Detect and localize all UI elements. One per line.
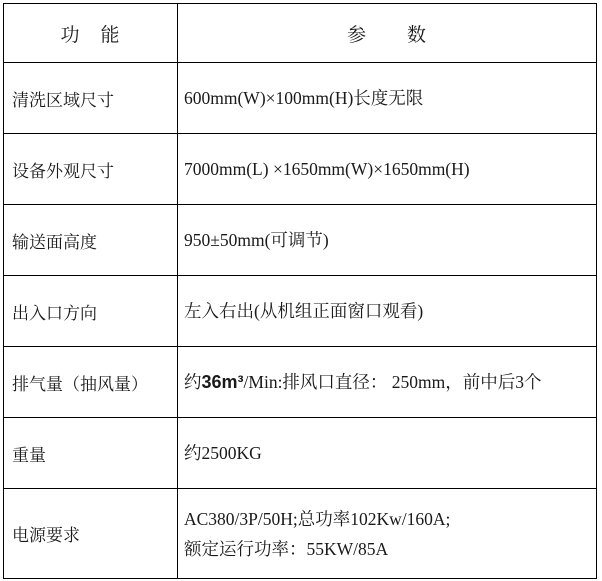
row-parameter-value (178, 276, 597, 347)
value-line (184, 504, 596, 534)
value-line (184, 438, 596, 468)
table-row (4, 489, 597, 579)
table-row (4, 276, 597, 347)
value-segment: /Min:排风口直径： 250mm，前中后3个 (243, 372, 542, 392)
table-row (4, 63, 597, 134)
value-line (184, 154, 596, 184)
value-line (184, 225, 596, 255)
row-function-label: 清洗区域尺寸 (4, 63, 178, 134)
row-parameter-value (178, 418, 597, 489)
row-function-label: 输送面高度 (4, 205, 178, 276)
header-cell-parameter: 参 数 (178, 4, 597, 63)
value-segment: 36m³ (201, 372, 244, 392)
spec-table (3, 3, 597, 579)
table-row (4, 347, 597, 418)
value-segment: 约2500KG (184, 443, 262, 463)
value-segment: AC380/3P/50H;总功率102Kw/160A; (184, 508, 451, 529)
table-row (4, 205, 597, 276)
row-function-label: 出入口方向 (4, 276, 178, 347)
value-segment: 额定运行功率：55KW/85A (184, 538, 389, 559)
value-segment: 左入右出(从机组正面窗口观看) (184, 301, 424, 321)
row-function-label: 排气量（抽风量） (4, 347, 178, 418)
row-parameter-value (178, 347, 597, 418)
row-parameter-value (178, 489, 597, 579)
value-segment: 950±50mm(可调节) (184, 230, 329, 250)
header-cell-function: 功 能 (4, 4, 178, 63)
value-line (184, 296, 596, 326)
table-row (4, 134, 597, 205)
value-segment: 7000mm(L) ×1650mm(W)×1650mm(H) (184, 159, 470, 179)
value-line (184, 83, 596, 113)
spec-table-head (4, 4, 597, 63)
spec-table-body (4, 63, 597, 579)
value-segment: 约 (184, 372, 202, 392)
row-function-label: 设备外观尺寸 (4, 134, 178, 205)
row-parameter-value (178, 134, 597, 205)
header-row (4, 4, 597, 63)
row-parameter-value (178, 205, 597, 276)
value-segment: 600mm(W)×100mm(H)长度无限 (184, 88, 424, 108)
row-function-label: 电源要求 (4, 489, 178, 579)
row-parameter-value (178, 63, 597, 134)
value-line (184, 534, 596, 564)
value-line (184, 367, 596, 397)
row-function-label: 重量 (4, 418, 178, 489)
table-row (4, 418, 597, 489)
